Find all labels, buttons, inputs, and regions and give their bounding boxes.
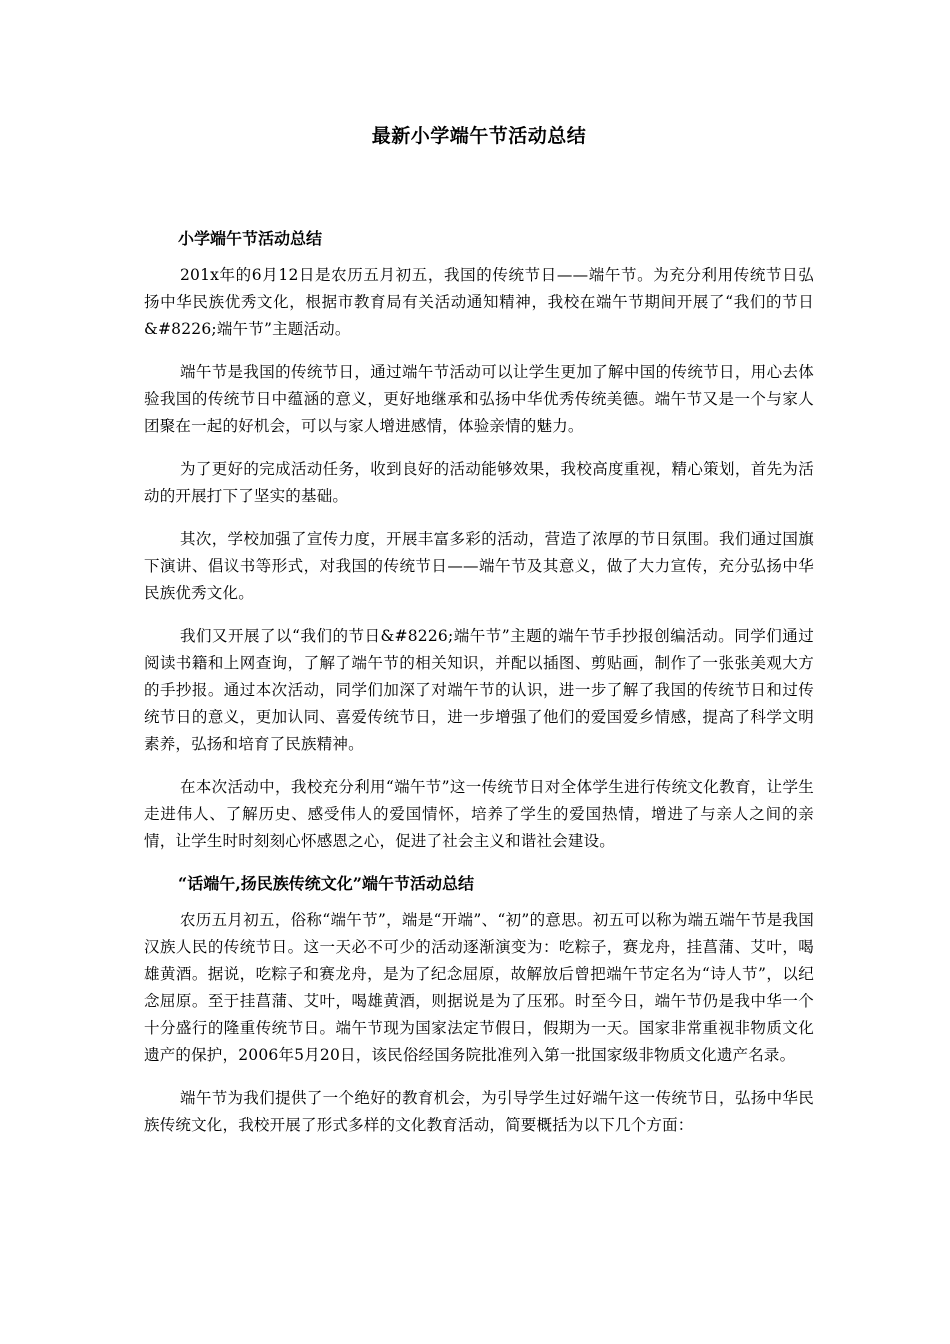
spacer xyxy=(144,607,814,623)
spacer xyxy=(144,758,814,774)
section-heading-2: “话端午,扬民族传统文化”端午节活动总结 xyxy=(178,874,474,893)
spacer xyxy=(144,152,814,226)
section-heading-1: 小学端午节活动总结 xyxy=(178,229,323,248)
paragraph: 端午节是我国的传统节日，通过端午节活动可以让学生更加了解中国的传统节日，用心去体验我国的传统节日中蕴涵的意义，更好地继承和弘扬中华优秀传统美德。端午节又是一个与家人团聚在一起的好机会，可以与家人增进感情，体验亲情的魅力。 xyxy=(144,363,814,435)
spacer xyxy=(144,343,814,359)
paragraph: 在本次活动中，我校充分利用“端午节”这一传统节日对全体学生进行传统文化教育，让学生走进伟人、了解历史、感受伟人的爱国情怀，培养了学生的爱国热情，增进了与亲人之间的亲情，让学生时时刻刻心怀感恩之心，促进了社会主义和谐社会建设。 xyxy=(144,778,814,850)
paragraph: 农历五月初五，俗称“端午节”，端是“开端”、“初”的意思。初五可以称为端五端午节是我国汉族人民的传统节日。这一天必不可少的活动逐渐演变为：吃粽子，赛龙舟，挂菖蒲、艾叶，喝雄黄酒。据说，吃粽子和赛龙舟，是为了纪念屈原，故解放后曾把端午节定名为“诗人节”，以纪念屈原。至于挂菖蒲、艾叶，喝雄黄酒，则据说是为了压邪。时至今日，端午节仍是我中华一个十分盛行的隆重传统节日。端午节现为国家法定节假日，假期为一天。国家非常重视非物质文化遗产的保护，2006年5月20日，该民俗经国务院批准列入第一批国家级非物质文化遗产名录。 xyxy=(144,911,814,1064)
paragraph: 201x年的6月12日是农历五月初五，我国的传统节日——端午节。为充分利用传统节日弘扬中华民族优秀文化，根据市教育局有关活动通知精神，我校在端午节期间开展了“我们的节日&#8226;端午节”主题活动。 xyxy=(144,266,814,338)
spacer xyxy=(144,252,814,262)
spacer xyxy=(144,855,814,871)
spacer xyxy=(144,897,814,907)
paragraph: 其次，学校加强了宣传力度，开展丰富多彩的活动，营造了浓厚的节日氛围。我们通过国旗下演讲、倡议书等形式，对我国的传统节日——端午节及其意义，做了大力宣传，充分弘扬中华民族优秀文化。 xyxy=(144,530,814,602)
spacer xyxy=(144,510,814,526)
document-title: 最新小学端午节活动总结 xyxy=(371,125,587,147)
spacer xyxy=(144,440,814,456)
paragraph: 我们又开展了以“我们的节日&#8226;端午节”主题的端午节手抄报创编活动。同学们通过阅读书籍和上网查询，了解了端午节的相关知识，并配以插图、剪贴画，制作了一张张美观大方的手抄报。通过本次活动，同学们加深了对端午节的认识，进一步了解了我国的传统节日和过传统节日的意义，更加认同、喜爱传统节日，进一步增强了他们的爱国爱乡情感，提高了科学文明素养，弘扬和培育了民族精神。 xyxy=(144,627,814,753)
spacer xyxy=(144,1069,814,1085)
paragraph: 端午节为我们提供了一个绝好的教育机会，为引导学生过好端午这一传统节日，弘扬中华民族传统文化，我校开展了形式多样的文化教育活动，简要概括为以下几个方面： xyxy=(144,1089,814,1134)
paragraph: 为了更好的完成活动任务，收到良好的活动能够效果，我校高度重视，精心策划，首先为活动的开展打下了坚实的基础。 xyxy=(144,460,814,505)
